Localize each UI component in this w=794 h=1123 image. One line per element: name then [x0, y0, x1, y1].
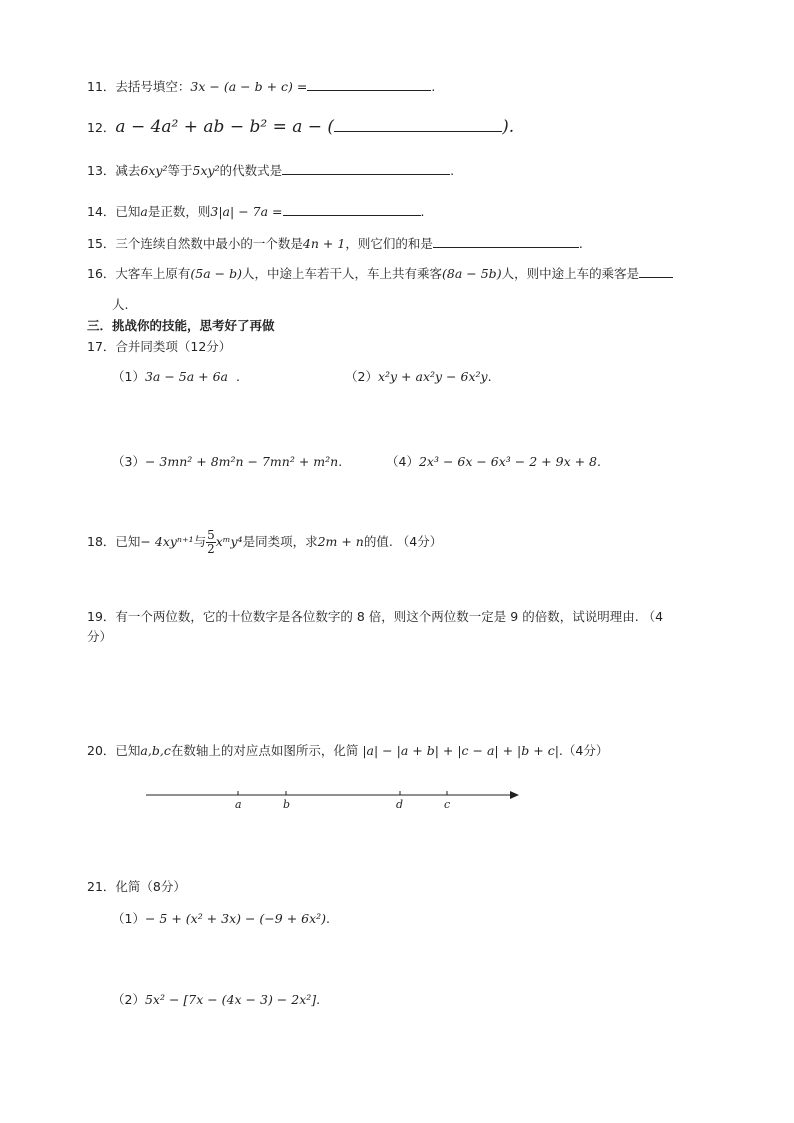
fraction-five-halves: $\frac{5}{2}$: [207, 528, 215, 556]
question-16: 16．大客车上原有(5a − b)人，中途上车若干人，车上共有乘客(8a − 5b)人，则中途上车的乘客是: [87, 264, 673, 282]
point-label-d: d: [396, 798, 404, 811]
section-3-title: 三．挑战你的技能，思考好了再做: [87, 318, 275, 333]
q11-expression: 3x − (a − b + c) =: [190, 79, 308, 94]
question-21: 21．化简（8分）: [87, 879, 186, 894]
point-label-b: b: [283, 798, 291, 811]
point-label-c: c: [444, 798, 451, 811]
q17-part-3: （3）− 3mn² + 8m²n − 7mn² + m²n.: [112, 454, 343, 469]
question-16-continued: 人.: [112, 297, 129, 312]
question-12: 12．a − 4a² + ab − b² = a − ( ).: [87, 117, 515, 137]
point-label-a: a: [235, 798, 242, 811]
question-19: 19．有一个两位数，它的十位数字是各位数字的 8 倍，则这个两位数一定是 9 的倍数，试说明理由. （4: [87, 609, 664, 624]
number-line-arrow: [510, 791, 519, 799]
question-15: 15．三个连续自然数中最小的一个数是4n + 1，则它们的和是 .: [87, 236, 583, 251]
question-17: 17．合并同类项（12分）: [87, 339, 232, 354]
q21-part-1: （1）− 5 + (x² + 3x) − (−9 + 6x²).: [112, 911, 331, 926]
q17-part-1: （1）3a − 5a + 6a .: [112, 369, 240, 384]
q17-part-2: （2）x²y + ax²y − 6x²y.: [345, 369, 492, 384]
question-18: 18．已知− 4xyⁿ⁺¹与 $\frac{5}{2}$ xᵐy⁴是同类项，求2m + n的值. （4分）: [87, 528, 443, 556]
question-20: 20．已知a,b,c在数轴上的对应点如图所示，化简 |a| − |a + b| + |c − a| + |b + c|.（4分）: [87, 743, 609, 758]
question-14: 14．已知a是正数，则3|a| − 7a = .: [87, 204, 425, 219]
q12-expression: a − 4a² + ab − b² = a − (: [115, 117, 335, 137]
q21-part-2: （2）5x² − [7x − (4x − 3) − 2x²].: [112, 992, 321, 1007]
question-11: 11．去括号填空：3x − (a − b + c) = .: [87, 79, 436, 94]
question-13: 13．减去6xy²等于5xy²的代数式是 .: [87, 163, 455, 178]
q17-part-4: （4）2x³ − 6x − 6x³ − 2 + 9x + 8.: [386, 454, 601, 469]
question-19-continued: 分）: [87, 629, 113, 644]
